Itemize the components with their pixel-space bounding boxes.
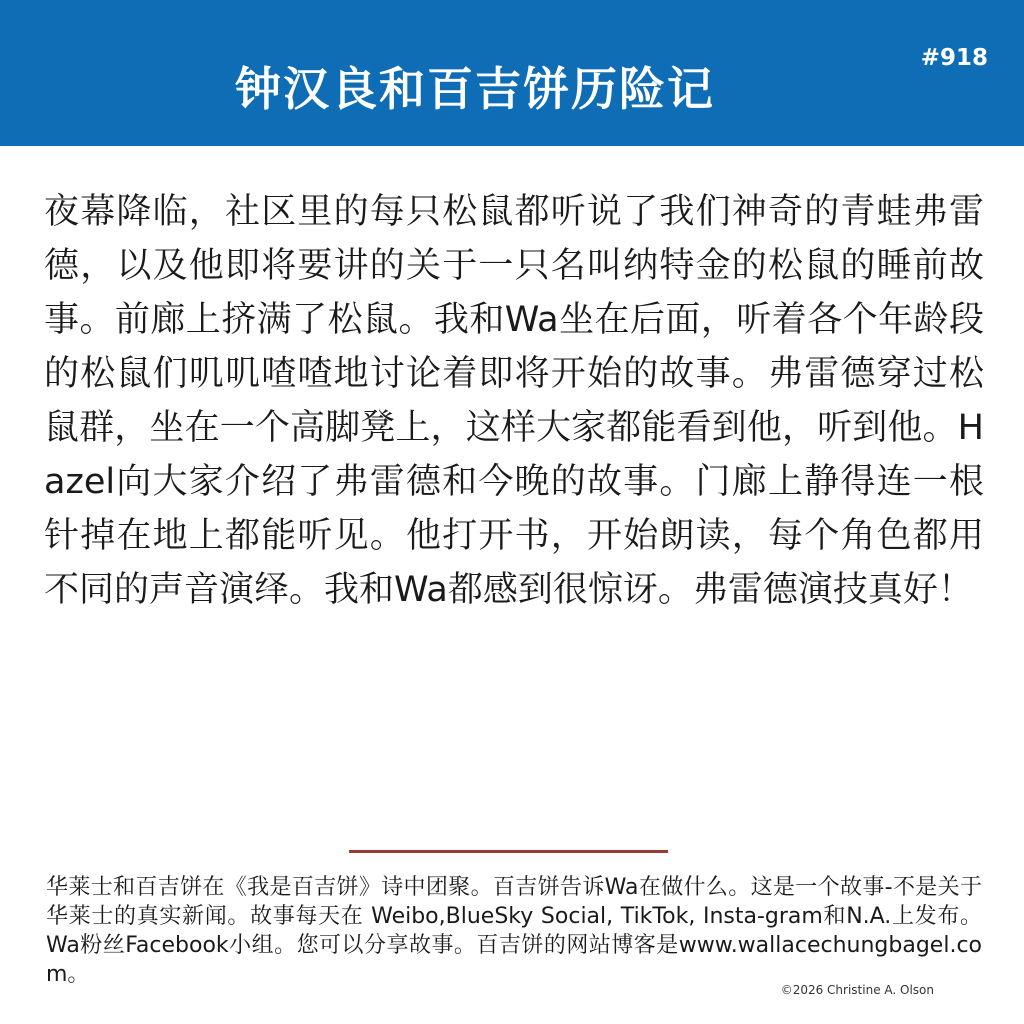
footnote-text: 华莱士和百吉饼在《我是百吉饼》诗中团聚。百吉饼告诉Wa在做什么。这是一个故事-不是关于华莱士的真实新闻。故事每天在 Weibo,BlueSky Social, TikTok, Insta-gram和N.A.上发布。Wa粉丝Facebook小组。您可以分享故事。百吉饼的网站博客是www.wallacechungbagel.com。	[46, 875, 982, 987]
story-text: 夜幕降临，社区里的每只松鼠都听说了我们神奇的青蛙弗雷德，以及他即将要讲的关于一只名叫纳特金的松鼠的睡前故事。前廊上挤满了松鼠。我和Wa坐在后面，听着各个年龄段的松鼠们叽叽喳喳地讨论着即将开始的故事。弗雷德穿过松鼠群，坐在一个高脚凳上，这样大家都能看到他，听到他。Hazel向大家介绍了弗雷德和今晚的故事。门廊上静得连一根针掉在地上都能听见。他打开书，开始朗读，每个角色都用不同的声音演绎。我和Wa都感到很惊讶。弗雷德演技真好！	[44, 192, 984, 610]
episode-number: #918	[920, 45, 988, 71]
page-title: 钟汉良和百吉饼历险记	[235, 62, 715, 116]
copyright-notice: ©2026 Christine A. Olson	[780, 983, 934, 997]
header-banner	[0, 0, 1024, 146]
divider-line	[349, 850, 668, 853]
